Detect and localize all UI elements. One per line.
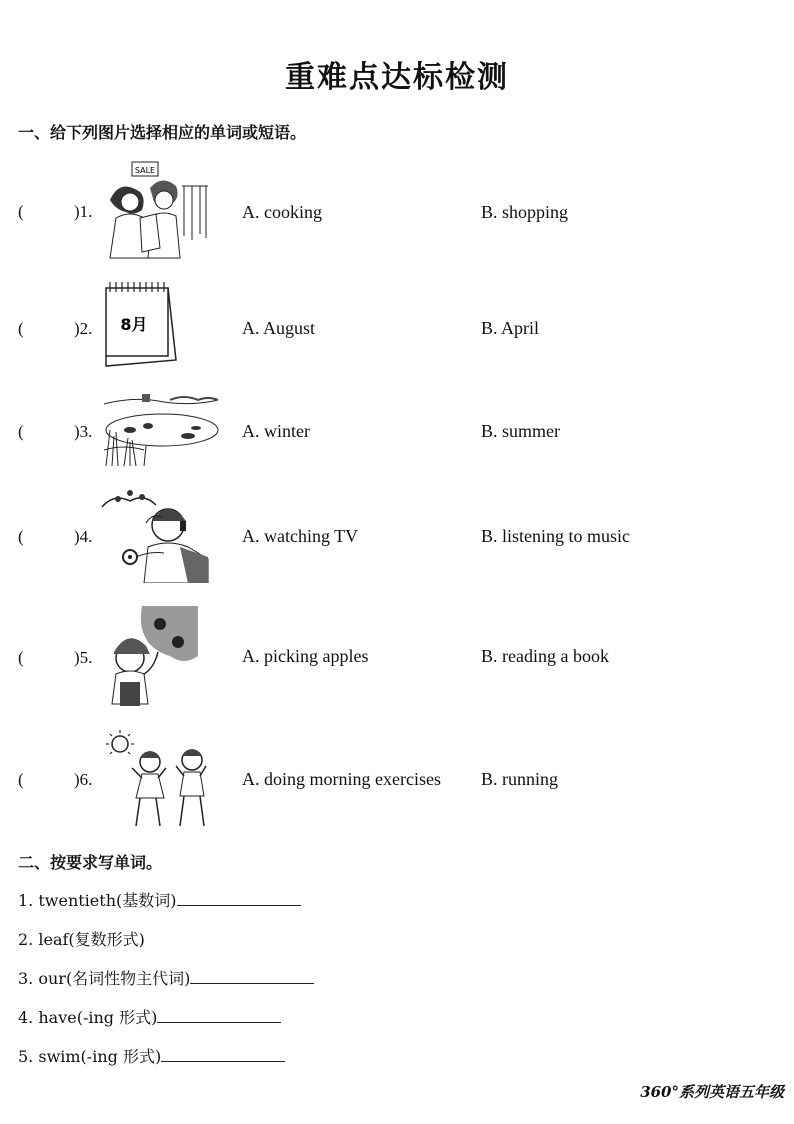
option-a[interactable]: A. winter <box>242 421 310 441</box>
question-number: )3. <box>74 422 93 441</box>
answer-bracket[interactable]: ( <box>18 202 24 221</box>
option-b[interactable]: B. April <box>481 318 540 338</box>
answer-blank[interactable] <box>157 1008 281 1023</box>
answer-bracket[interactable]: ( <box>18 770 24 789</box>
answer-blank[interactable] <box>190 969 314 984</box>
question-6 <box>0 730 794 840</box>
fill-item-label: 5. swim(-ing 形式) <box>18 1047 162 1066</box>
fill-item-label: 1. twentieth(基数词) <box>18 891 177 910</box>
shopping-picture <box>100 160 210 260</box>
question-number: )5. <box>74 648 93 667</box>
option-a[interactable]: A. doing morning exercises <box>242 769 441 789</box>
answer-bracket[interactable]: ( <box>18 319 24 338</box>
answer-blank[interactable] <box>177 891 301 906</box>
question-3 <box>0 390 794 500</box>
part1-heading: 一、给下列图片选择相应的单词或短语。 <box>18 123 307 142</box>
option-a[interactable]: A. cooking <box>242 202 322 222</box>
answer-bracket[interactable]: ( <box>18 527 24 546</box>
morning-exercises-picture <box>100 730 220 830</box>
listening-music-picture <box>100 487 210 583</box>
question-number: )2. <box>74 319 93 338</box>
fill-item-4 <box>18 1005 281 1028</box>
question-number: )1. <box>74 202 93 221</box>
fill-item-label: 4. have(-ing 形式) <box>18 1008 158 1027</box>
fill-item-2 <box>18 927 145 950</box>
fill-item-label: 2. leaf(复数形式) <box>18 930 145 949</box>
part2-heading: 二、按要求写单词。 <box>18 853 163 872</box>
question-4 <box>0 487 794 597</box>
sale-sign-text: SALE <box>134 166 156 175</box>
picking-apples-picture <box>100 606 200 706</box>
question-2 <box>0 278 794 388</box>
summer-pond-picture <box>100 390 220 468</box>
option-a[interactable]: A. August <box>242 318 316 338</box>
question-number: )4. <box>74 527 93 546</box>
fill-item-label: 3. our(名词性物主代词) <box>18 969 191 988</box>
option-b[interactable]: B. reading a book <box>481 646 609 666</box>
fill-item-1 <box>18 888 301 911</box>
calendar-text: 8月 <box>120 315 148 334</box>
option-b[interactable]: B. summer <box>481 421 560 441</box>
option-b[interactable]: B. listening to music <box>481 526 631 546</box>
option-b[interactable]: B. shopping <box>481 202 569 222</box>
option-a[interactable]: A. picking apples <box>242 646 369 666</box>
question-5 <box>0 606 794 716</box>
fill-item-5 <box>18 1044 285 1067</box>
answer-bracket[interactable]: ( <box>18 648 24 667</box>
calendar-picture <box>100 278 180 373</box>
answer-blank[interactable] <box>161 1047 285 1062</box>
fill-item-3 <box>18 966 314 989</box>
series-footer: 360°系列英语五年级 <box>640 1083 784 1101</box>
page-title: 重难点达标检测 <box>285 60 509 95</box>
option-a[interactable]: A. watching TV <box>242 526 359 546</box>
question-number: )6. <box>74 770 93 789</box>
answer-bracket[interactable]: ( <box>18 422 24 441</box>
question-1 <box>0 160 794 270</box>
option-b[interactable]: B. running <box>481 769 559 789</box>
